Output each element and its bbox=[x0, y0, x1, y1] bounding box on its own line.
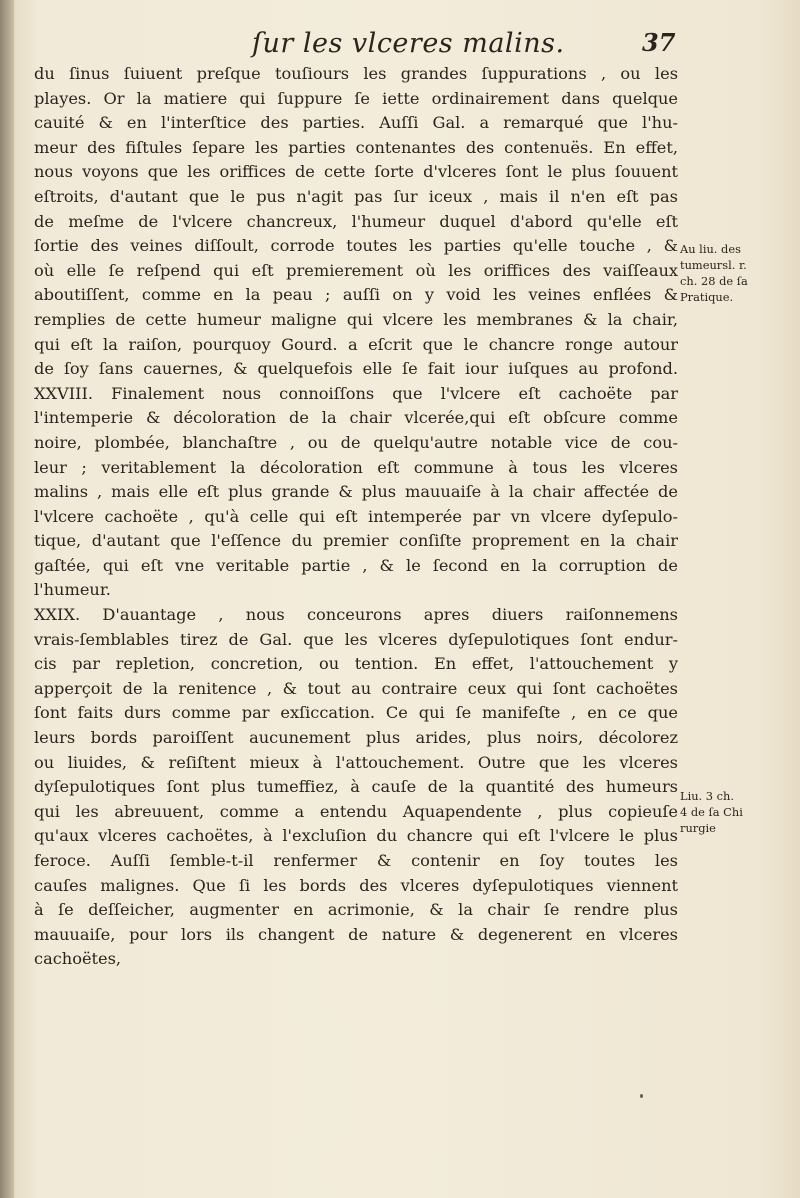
text-line: malins , mais elle eſt plus grande & plus mauuaiſe à la chair affectée de bbox=[34, 482, 678, 502]
text-line: apperçoit de la renitence , & tout au contraire ceux qui ſont cachoëtes bbox=[34, 678, 678, 698]
text-line: de ſoy ſans cauernes, & quelquefois elle ſe fait iour iuſques au profond. bbox=[34, 359, 678, 379]
margin-note-line: tumeursl. r. bbox=[680, 258, 747, 272]
text-line: dyſepulotiques ſont plus tumeffiez, à cauſe de la quantité des humeurs bbox=[34, 777, 678, 797]
body-text bbox=[34, 62, 678, 972]
page-header bbox=[0, 28, 800, 62]
margin-note-line: Liu. 3 ch. bbox=[680, 789, 734, 803]
text-line: ſont faits durs comme par exſiccation. Ce qui ſe manifeſte , en ce que bbox=[34, 703, 678, 723]
text-line: cis par repletion, concretion, ou tention. En effet, l'attouchement y bbox=[34, 654, 678, 674]
text-line: de meſme de l'vlcere chancreux, l'humeur duquel d'abord qu'elle eſt bbox=[34, 211, 678, 231]
text-line: ſortie des veines diſſoult, corrode toutes les parties qu'elle touche , & bbox=[34, 236, 678, 256]
text-line: à ſe deſſeicher, augmenter en acrimonie, & la chair ſe rendre plus bbox=[34, 900, 678, 920]
text-line: qu'aux vlceres cachoëtes, à l'excluſion du chancre qui eſt l'vlcere le plus bbox=[34, 826, 678, 846]
text-line: l'humeur. bbox=[34, 580, 111, 600]
margin-note-1 bbox=[680, 241, 796, 305]
page-number: 37 bbox=[642, 28, 676, 57]
text-line: vrais-ſemblables tirez de Gal. que les vlceres dyſepulotiques ſont endur- bbox=[34, 629, 678, 649]
margin-note-line: rurgie bbox=[680, 821, 716, 835]
text-line: nous voyons que les oriffices de cette ſorte d'vlceres ſont le plus ſouuent bbox=[34, 162, 678, 182]
text-line: tique, d'autant que l'eſſence du premier conſiſte proprement en la chair bbox=[34, 531, 678, 551]
margin-note-line: Pratique. bbox=[680, 290, 734, 304]
text-line: remplies de cette humeur maligne qui vlcere les membranes & la chair, bbox=[34, 309, 678, 329]
margin-note-2 bbox=[680, 788, 796, 836]
text-line: leur ; veritablement la décoloration eſt commune à tous les vlceres bbox=[34, 457, 678, 477]
text-line: cachoëtes, bbox=[34, 949, 122, 969]
binding-gutter bbox=[0, 0, 14, 1198]
text-line: XXIX. D'auantage , nous conceurons apres diuers raiſonnemens bbox=[34, 605, 678, 625]
text-line: l'intemperie & décoloration de la chair vlcerée,qui eſt obſcure comme bbox=[34, 408, 678, 428]
text-line: meur des fiſtules ſepare les parties contenantes des contenuës. En effet, bbox=[34, 137, 678, 157]
text-line: leurs bords paroiſſent aucunement plus arides, plus noirs, décolorez bbox=[34, 728, 678, 748]
text-line: noire, plombée, blanchaſtre , ou de quelqu'autre notable vice de cou- bbox=[34, 432, 678, 452]
text-line: XXVIII. Finalement nous connoiſſons que l'vlcere eſt cachoëte par bbox=[34, 383, 678, 403]
text-line: aboutiſſent, comme en la peau ; auſſi on y void les veines enflées & bbox=[34, 285, 678, 305]
text-line: qui eſt la raiſon, pourquoy Gourd. a eſcrit que le chancre ronge autour bbox=[34, 334, 678, 354]
margin-note-line: Au liu. des bbox=[680, 242, 741, 256]
text-line: cauité & en l'interſtice des parties. Auſſi Gal. a remarqué que l'hu- bbox=[34, 113, 678, 133]
text-line: ou liuides, & reſiſtent mieux à l'attouchement. Outre que les vlceres bbox=[34, 752, 678, 772]
text-line: feroce. Auſſi ſemble-t-il renfermer & contenir en ſoy toutes les bbox=[34, 851, 678, 870]
paper-speck bbox=[640, 1094, 643, 1098]
text-line: du ſinus ſuiuent preſque touſiours les grandes ſuppurations , ou les bbox=[34, 64, 678, 83]
text-line: gaſtée, qui eſt vne veritable partie , & le ſecond en la corruption de bbox=[34, 555, 678, 575]
margin-note-line: ch. 28 de ſa bbox=[680, 274, 748, 288]
text-line: où elle ſe reſpend qui eſt premierement où les oriffices des vaiſſeaux bbox=[34, 260, 678, 280]
text-line: cauſes malignes. Que ſi les bords des vlceres dyſepulotiques viennent bbox=[34, 875, 678, 895]
text-line: mauuaiſe, pour lors ils changent de nature & degenerent en vlceres bbox=[34, 924, 678, 944]
text-line: l'vlcere cachoëte , qu'à celle qui eſt intemperée par vn vlcere dyſepulo- bbox=[34, 506, 678, 526]
text-line: playes. Or la matiere qui ſuppure ſe iette ordinairement dans quelque bbox=[34, 88, 678, 108]
text-line: eſtroits, d'autant que le pus n'agit pas ſur iceux , mais il n'en eſt pas bbox=[34, 186, 678, 206]
text-line: qui les abreuuent, comme a entendu Aquapendente , plus copieuſe bbox=[34, 801, 678, 821]
running-title: ſur les vlceres malins. bbox=[252, 28, 565, 59]
margin-note-line: 4 de ſa Chi bbox=[680, 805, 743, 819]
